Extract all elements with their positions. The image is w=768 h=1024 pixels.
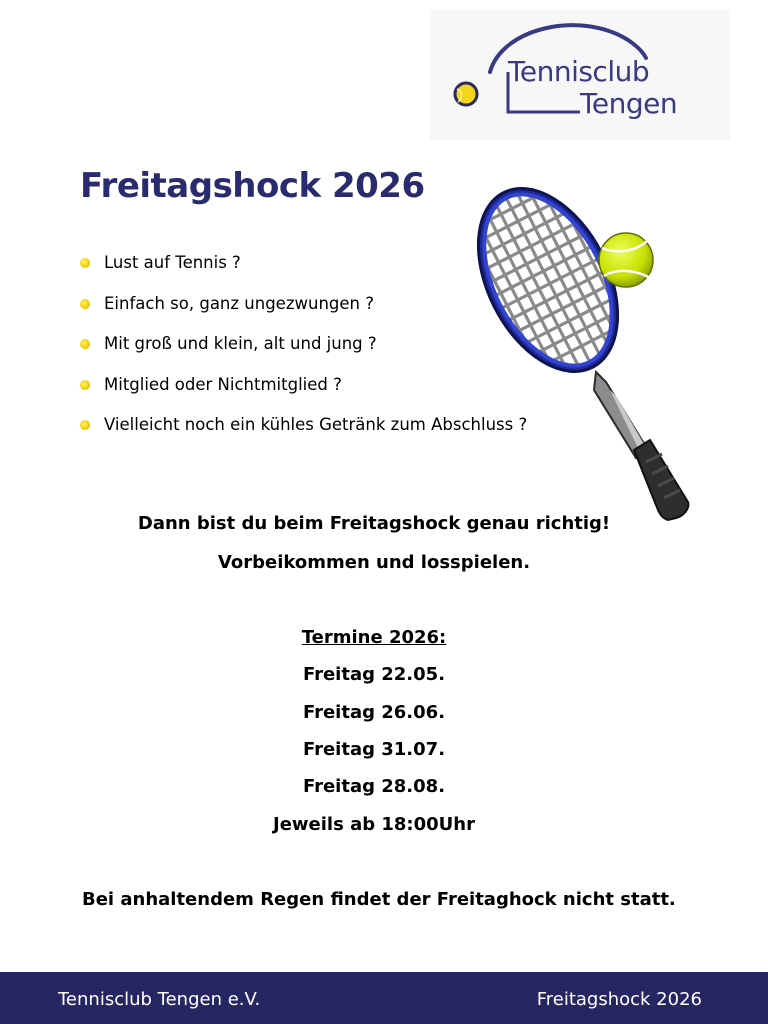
list-item <box>80 405 527 446</box>
dates-heading: Termine 2026: <box>301 627 447 648</box>
date-item: Freitag 28.08. <box>302 776 446 797</box>
list-item <box>80 324 527 365</box>
tennis-ball-icon <box>455 83 477 105</box>
bullet-icon <box>80 299 90 309</box>
tennis-racket-with-ball-icon <box>476 182 696 522</box>
page-title: Freitagshock 2026 <box>80 166 425 206</box>
logo-text-tennisclub: Tennisclub <box>508 55 650 88</box>
club-logo <box>430 10 730 140</box>
racket-handle <box>594 372 688 520</box>
list-item-text: Mit groß und klein, alt und jung ? <box>104 334 377 354</box>
list-item <box>80 365 527 406</box>
bullet-icon <box>80 258 90 268</box>
date-item: Freitag 22.05. <box>302 664 446 685</box>
tennis-ball-icon <box>599 233 653 287</box>
date-item: Freitag 31.07. <box>302 739 446 760</box>
question-list <box>80 243 527 446</box>
start-time-note: Jeweils ab 18:00Uhr <box>273 814 475 835</box>
bullet-icon <box>80 339 90 349</box>
list-item-text: Mitglied oder Nichtmitglied ? <box>104 374 342 394</box>
rain-notice: Bei anhaltendem Regen findet der Freitaghock nicht statt. <box>82 889 676 910</box>
call-to-action-line-2: Vorbeikommen und losspielen. <box>217 552 531 573</box>
bullet-icon <box>80 380 90 390</box>
footer-event-name: Freitagshock 2026 <box>536 989 702 1010</box>
racket-head <box>476 182 660 410</box>
list-item-text: Lust auf Tennis ? <box>104 253 241 273</box>
bullet-icon <box>80 420 90 430</box>
date-item: Freitag 26.06. <box>302 702 446 723</box>
list-item-text: Einfach so, ganz ungezwungen ? <box>104 293 374 313</box>
logo-text-tengen: Tengen <box>580 87 678 120</box>
list-item <box>80 243 527 284</box>
call-to-action-line-1: Dann bist du beim Freitagshock genau richtig! <box>137 513 611 534</box>
list-item-text: Vielleicht noch ein kühles Getränk zum Abschluss ? <box>104 415 528 435</box>
list-item <box>80 284 527 325</box>
footer-bar <box>0 972 768 1024</box>
footer-club-name: Tennisclub Tengen e.V. <box>58 989 261 1010</box>
